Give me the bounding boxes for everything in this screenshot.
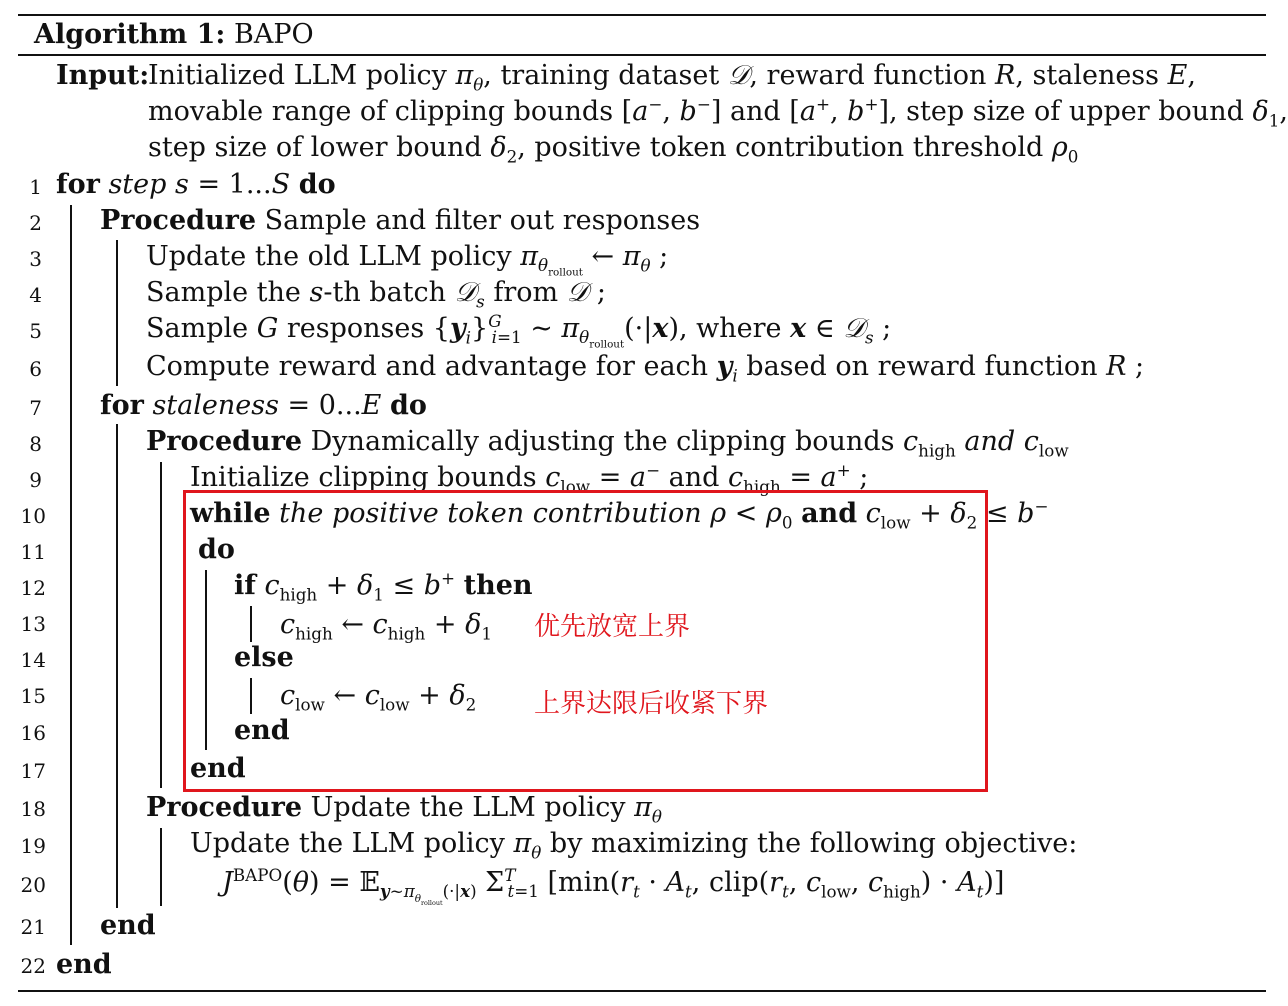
algo-line-1: for step s = 1...S do xyxy=(56,169,336,200)
algo-line-12: if $c_{high} + \delta_1 \le b^+$ then xyxy=(234,568,533,605)
line-number: 19 xyxy=(20,834,46,858)
line-number: 12 xyxy=(20,576,46,600)
line-number: 13 xyxy=(20,612,46,636)
algo-line-20-objective: $J^{BAPO}(\theta)$ = 𝔼$_{y\sim\pi_{\theta_{rollout}}(\cdot|x)}$ $\Sigma^T_{t=1}$ [$\min(r_t \cdot A_t$, $clip(r_t$, $c_{low}$, $c_{high}) \cdot A_t$)] xyxy=(222,865,1005,907)
block-bar-procedure-sample xyxy=(116,240,118,386)
annotation-upper-first: 优先放宽上界 xyxy=(534,612,691,642)
line-number: 9 xyxy=(29,468,42,492)
line-number: 22 xyxy=(20,954,46,978)
line-number: 21 xyxy=(20,915,46,939)
algo-line-7: for staleness = 0...E do xyxy=(100,390,427,421)
top-rule xyxy=(18,14,1266,16)
block-bar-for-staleness xyxy=(116,424,118,908)
line-number: 5 xyxy=(29,319,42,343)
line-number: 14 xyxy=(20,648,46,672)
line-number: 20 xyxy=(20,873,46,897)
block-bar-for-step xyxy=(70,205,72,945)
input-line-2: movable range of clipping bounds [a−, b−] and [a+, b+], step size of upper bound $\delta_1$, xyxy=(148,94,1288,131)
input-line-3: step size of lower bound $\delta_2$, positive token contribution threshold $\rho_0$ xyxy=(148,132,1079,167)
algo-line-9: Initialize clipping bounds $c_{low} = a^-$ and $c_{high} = a^+$ ; xyxy=(190,460,869,497)
algo-line-19: Update the LLM policy $\pi_\theta$ by maximizing the following objective: xyxy=(190,828,1078,863)
block-bar-procedure-clip xyxy=(160,462,162,788)
line-number: 17 xyxy=(20,759,46,783)
algo-line-15: $c_{low}$ ← $c_{low} + \delta_2$ xyxy=(280,680,477,715)
line-number: 8 xyxy=(29,432,42,456)
algo-line-8: Procedure Dynamically adjusting the clipping bounds $c_{high}$ and $c_{low}$ xyxy=(146,426,1069,461)
algo-line-2: Procedure Sample and filter out responses xyxy=(100,205,701,236)
line-number: 6 xyxy=(29,357,42,381)
annotation-lower-after: 上界达限后收紧下界 xyxy=(534,689,769,719)
line-number: 4 xyxy=(29,283,42,307)
algo-line-5: Sample G responses $\{y_i\}^G_{i=1}$ ~ $\pi_{\theta_{rollout}}(\cdot|x)$, where x ∈ 𝒟$_s$ ; xyxy=(146,311,892,351)
line-number: 7 xyxy=(29,396,42,420)
line-number: 15 xyxy=(20,684,46,708)
algorithm-caption xyxy=(34,19,314,51)
algorithm-number: Algorithm 1: xyxy=(34,19,226,50)
input-line-1: Initialized LLM policy $\pi_\theta$, training dataset 𝒟, reward function R, staleness E, xyxy=(148,60,1196,95)
algo-line-16: end xyxy=(234,715,290,746)
bottom-rule xyxy=(18,990,1266,992)
algo-line-11: do xyxy=(198,534,235,565)
algo-line-17: end xyxy=(190,753,246,784)
algo-line-3: Update the old LLM policy $\pi_{\theta_{rollout}}$ ← $\pi_\theta$ ; xyxy=(146,241,669,279)
line-number: 2 xyxy=(29,211,42,235)
input-label: Input: xyxy=(56,60,150,91)
line-number: 1 xyxy=(29,175,42,199)
line-number: 11 xyxy=(20,540,46,564)
algo-line-6: Compute reward and advantage for each $y_i$ based on reward function R ; xyxy=(146,351,1145,386)
algo-line-22: end xyxy=(56,949,112,980)
algo-line-13: $c_{high}$ ← $c_{high} + \delta_1$ xyxy=(280,609,493,644)
algo-line-14: else xyxy=(234,642,294,673)
caption-rule xyxy=(18,54,1266,56)
algo-line-21: end xyxy=(100,910,156,941)
algo-line-10: while the positive token contribution $\rho < \rho_0$ and $c_{low} + \delta_2 \le b^-$ xyxy=(190,496,1049,533)
block-bar-procedure-update xyxy=(160,828,162,906)
algorithm-name: BAPO xyxy=(234,19,314,50)
algo-line-18: Procedure Update the LLM policy $\pi_\theta$ xyxy=(146,792,662,827)
line-number: 3 xyxy=(29,247,42,271)
algo-line-4: Sample the s-th batch 𝒟$_s$ from 𝒟 ; xyxy=(146,277,606,312)
line-number: 18 xyxy=(20,797,46,821)
line-number: 16 xyxy=(20,721,46,745)
line-number: 10 xyxy=(20,504,46,528)
